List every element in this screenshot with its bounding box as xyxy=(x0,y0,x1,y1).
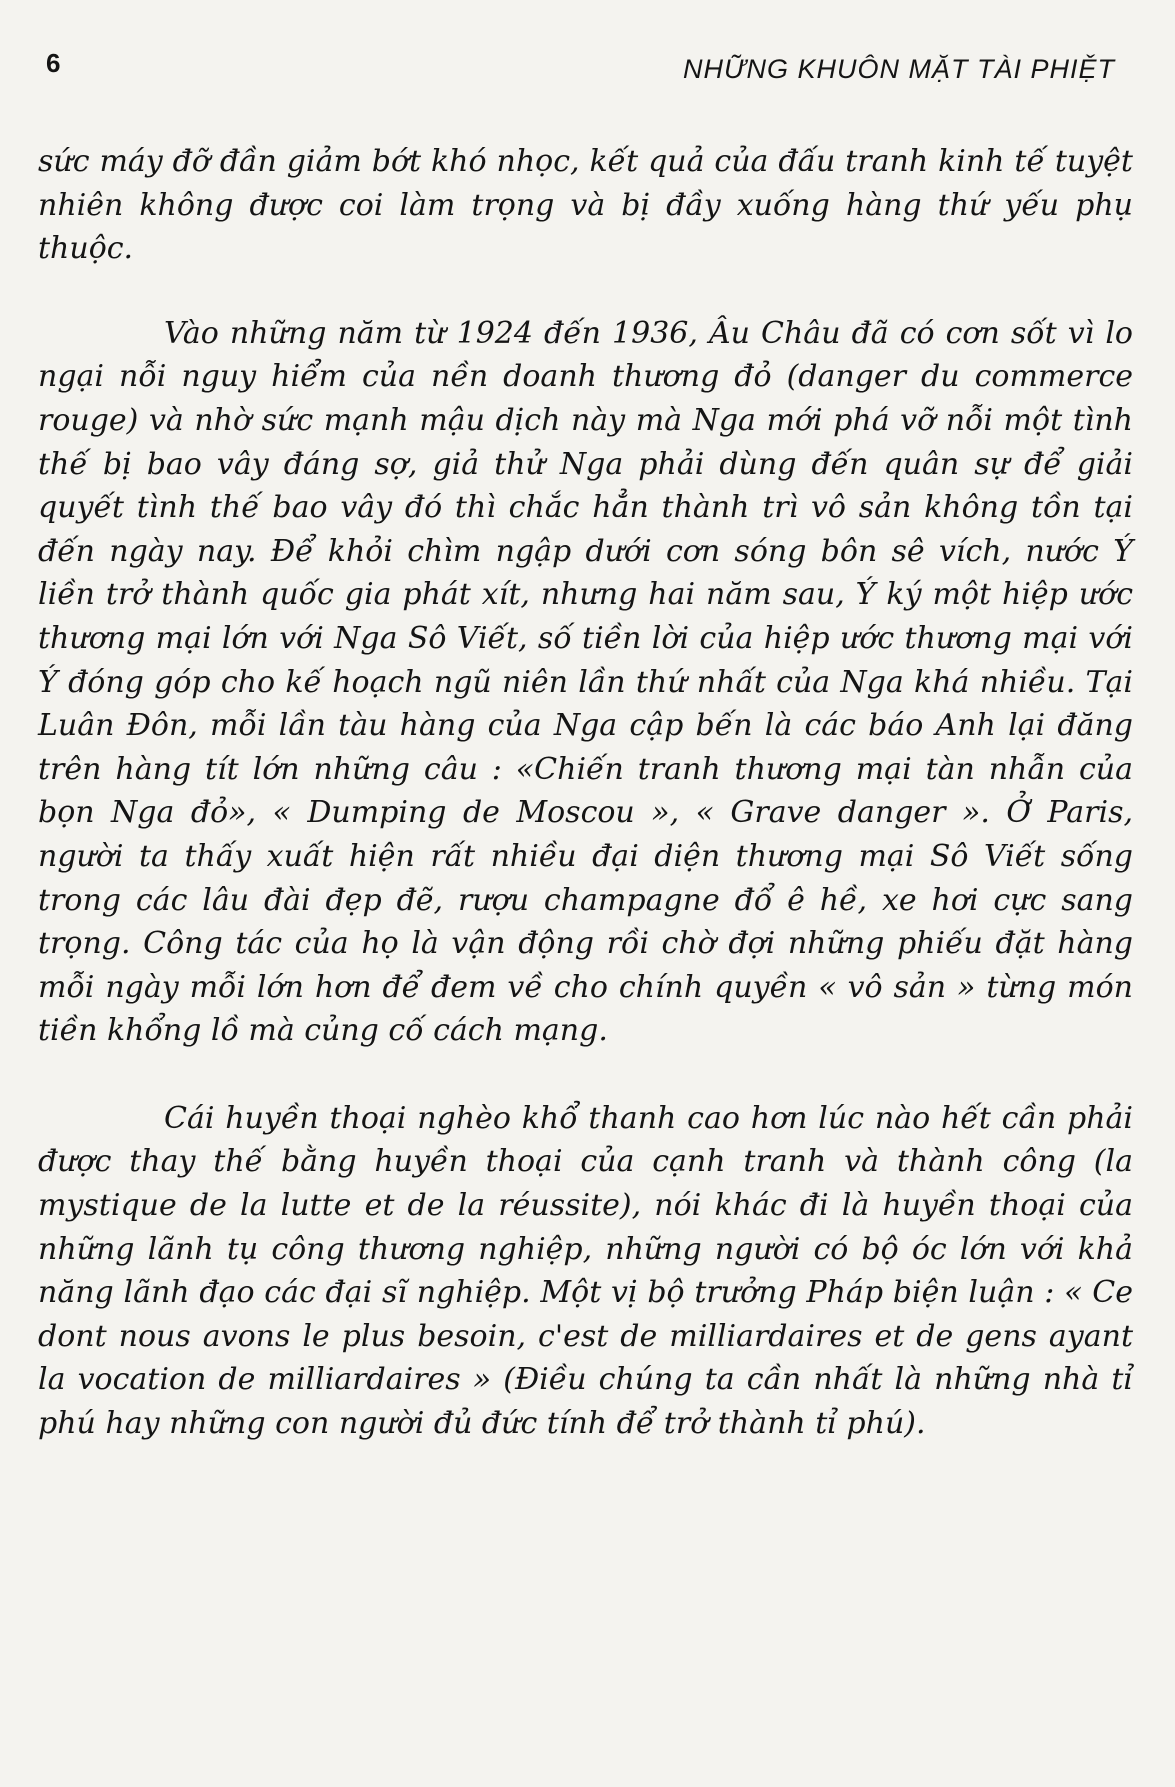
paragraph-myth-of-success: Cái huyền thoại nghèo khổ thanh cao hơn lúc nào hết cần phải được thay thế bằng huyền thoại của cạnh tranh và thành công (la mystique de la lutte et de la réussite), nói khác đi là huyền thoại của những lãnh tụ công thương nghiệp, những người có bộ óc lớn với khả năng lãnh đạo các đại sĩ nghiệp. Một vị bộ trưởng Pháp biện luận : « Ce dont nous avons le plus besoin, c'est de milliardaires et de gens ayant la vocation de milliardaires » (Điều chúng ta cần nhất là những nhà tỉ phú hay những con người đủ đức tính để trở thành tỉ phú). xyxy=(38,1100,1133,1442)
running-title: NHỮNG KHUÔN MẶT TÀI PHIỆT xyxy=(683,54,1115,84)
paragraph-europe-soviet-trade: Vào những năm từ 1924 đến 1936, Âu Châu đã có cơn sốt vì lo ngại nỗi nguy hiểm của nền doanh thương đỏ (danger du commerce rouge) và nhờ sức mạnh mậu dịch này mà Nga mới phá vỡ nỗi một tình thế bị bao vây đáng sợ, giả thử Nga phải dùng đến quân sự để giải quyết tình thế bao vây đó thì chắc hẳn thành trì vô sản không tồn tại đến ngày nay. Để khỏi chìm ngập dưới cơn sóng bôn sê vích, nước Ý liền trở thành quốc gia phát xít, nhưng hai năm sau, Ý ký một hiệp ước thương mại lớn với Nga Sô Viết, số tiền lời của hiệp ước thương mại với Ý đóng góp cho kế hoạch ngũ niên lần thứ nhất của Nga khá nhiều. Tại Luân Đôn, mỗi lần tàu hàng của Nga cập bến là các báo Anh lại đăng trên hàng tít lớn những câu : «Chiến tranh thương mại tàn nhẫn của bọn Nga đỏ», « Dumping de Moscou », « Grave danger ». Ở Paris, người ta thấy xuất hiện rất nhiều đại diện thương mại Sô Viết sống trong các lâu đài đẹp đẽ, rượu champagne đổ ê hề, xe hơi cực sang trọng. Công tác của họ là vận động rồi chờ đợi những phiếu đặt hàng mỗi ngày mỗi lớn hơn để đem về cho chính quyền « vô sản » từng món tiền khổng lồ mà củng cố cách mạng. xyxy=(38,315,1133,1049)
body-text xyxy=(38,140,1133,1446)
page-header xyxy=(40,48,1115,88)
page-number: 6 xyxy=(46,48,61,78)
paragraph-continued: sức máy đỡ đần giảm bớt khó nhọc, kết quả của đấu tranh kinh tế tuyệt nhiên không được coi làm trọng và bị đầy xuống hàng thứ yếu phụ thuộc. xyxy=(38,144,1133,267)
